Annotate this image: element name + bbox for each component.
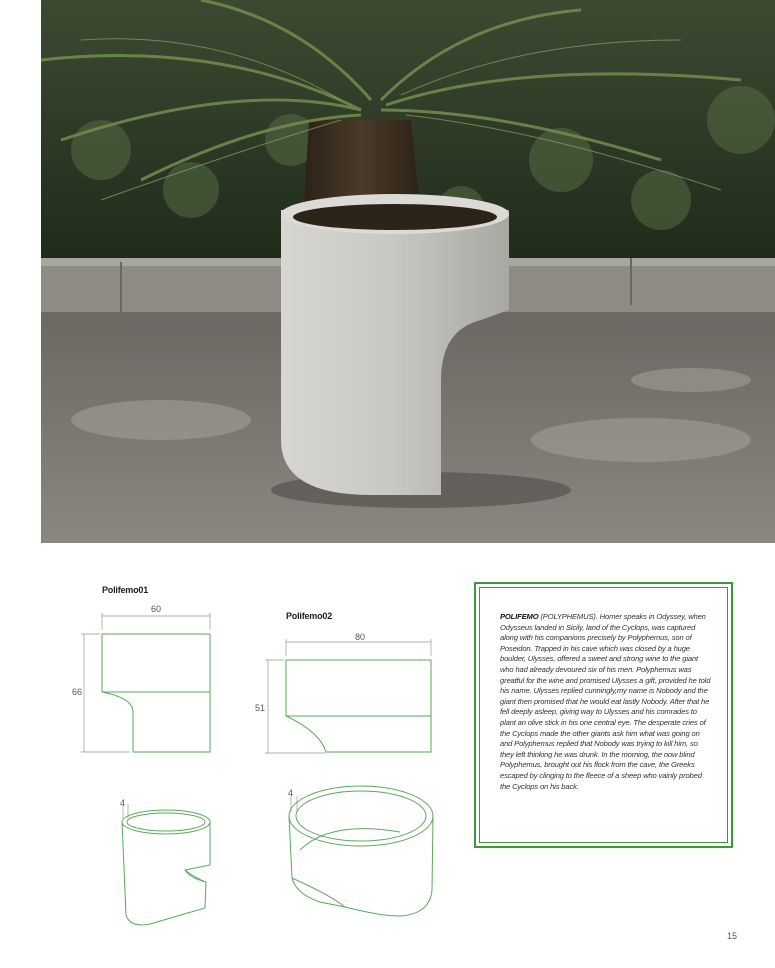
model-label-polifemo02: Polifemo02 (286, 611, 333, 621)
technical-drawings (0, 560, 470, 940)
dimension-thickness-polifemo02: 4 (288, 788, 294, 798)
page-number: 15 (727, 931, 738, 941)
polifemo01-side-view (81, 613, 210, 752)
dimension-height-polifemo02: 51 (255, 703, 266, 713)
description-text (500, 612, 713, 792)
dimension-width-polifemo01: 60 (151, 604, 162, 614)
description-box-inner (479, 587, 728, 843)
dimension-thickness-polifemo01: 4 (120, 798, 126, 808)
description-box (474, 582, 733, 848)
product-photo (41, 0, 775, 543)
dimension-height-polifemo01: 66 (72, 687, 83, 697)
polifemo01-3d-view (122, 804, 210, 925)
polifemo02-side-view (265, 639, 431, 753)
polifemo02-3d-view (289, 786, 433, 916)
model-label-polifemo01: Polifemo01 (102, 585, 149, 595)
description-title: POLIFEMO (500, 612, 539, 621)
description-body: (POLYPHEMUS). Homer speaks in Odyssey, when Odysseus landed in Sicily, land of the Cyclops, was captured along with his companions precisely by Polyphemus, son of Poseidon. Trapped in his cave which was closed by a huge boulder, Ulysses, offered a sweet and strong wine to the giant who had already devoured six of his men. Polyphemus was greatful for the wine and promised Ulysses a gift, provided he told his name. Ulysses replied cunningly,my name is Nobody and the giant then promised that he would eat lastly Nobody. After that he fell deeply asleep, giving way to Ulysses and his comrades to plant an olive stick in his one central eye. The desperate cries of the Cyclops made the other giants ask him what was going on and Polyphemus replied that Nobody was trying to kill him, so they left thinking he was drunk. In the morning, the now blind Polyphemus, brought out his flock from the cave, the Greeks escaped by clinging to the fleece of a sheep who vainly probed the Cyclops on his back. (500, 612, 711, 791)
dimension-width-polifemo02: 80 (355, 632, 366, 642)
